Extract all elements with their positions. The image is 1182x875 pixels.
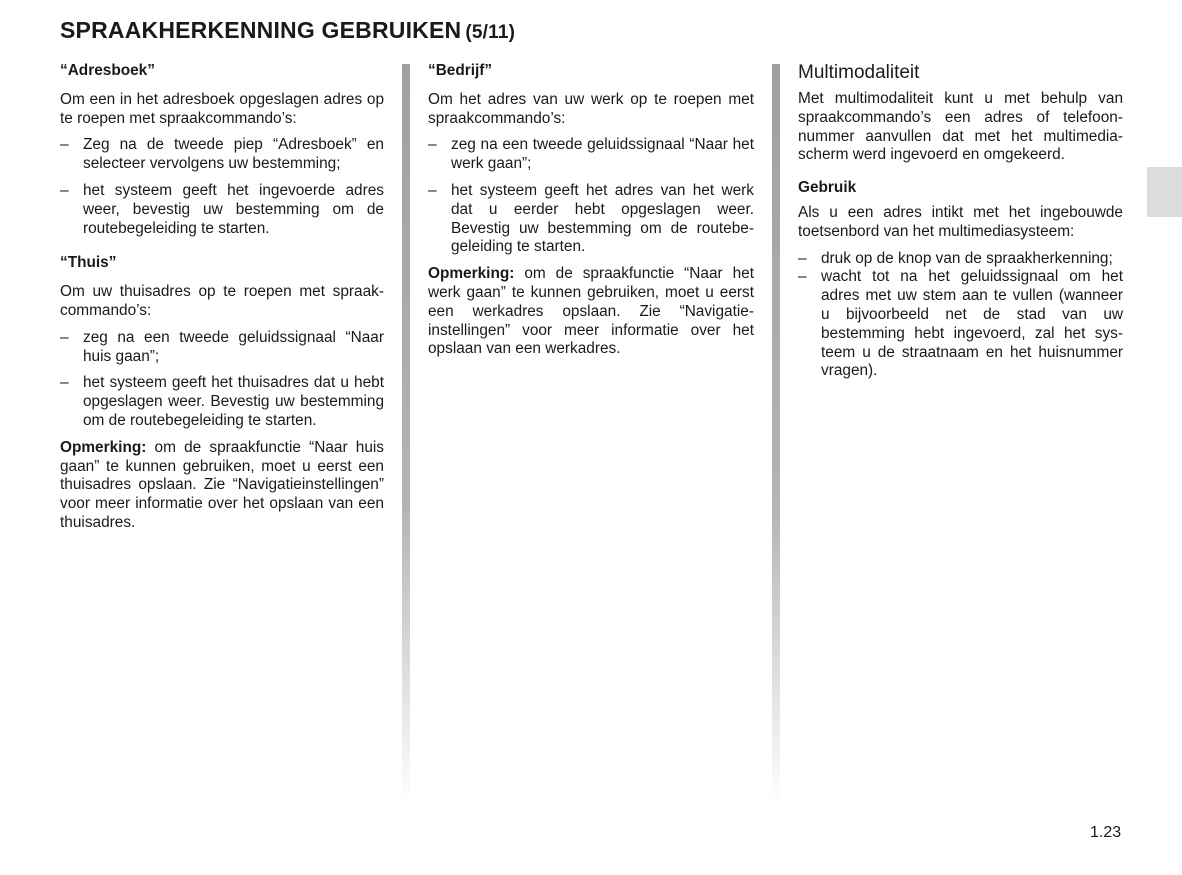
- page-title: [60, 17, 515, 44]
- section-heading-bedrijf: “Bedrijf”: [428, 62, 493, 79]
- list-dash: –: [60, 181, 69, 199]
- list-dash: –: [428, 136, 437, 154]
- list-item: [428, 182, 754, 257]
- list-item-text: het systeem geeft het adres van het werk dat u eerder hebt opgeslagen weer. Bevestig uw bestemming om de routebegeleiding te starten.: [451, 181, 754, 256]
- note-text: om de spraakfunctie “Naar huis gaan” te kunnen gebruiken, moet u eerst een thuisadres opslaan. Zie “Navigatieinstellingen” voor meer informatie over het opslaan van een thuisadres.: [60, 438, 384, 531]
- section-heading-adresboek: “Adresboek”: [60, 62, 155, 79]
- subheading-gebruik: Gebruik: [798, 179, 857, 197]
- list-item-text: zeg na een tweede geluidssignaal “Naar huis gaan”;: [83, 328, 384, 365]
- page-number: 1.23: [1090, 824, 1122, 841]
- chapter-tab: [1147, 167, 1182, 217]
- section-heading-thuis: “Thuis”: [60, 254, 117, 272]
- page-title-text: SPRAAKHERKENNING GEBRUIKEN: [60, 17, 462, 43]
- note-label: Opmerking:: [428, 265, 515, 283]
- list-item: [428, 136, 754, 174]
- column-right: [798, 62, 1123, 389]
- list-item: [798, 250, 1123, 269]
- column-middle: [428, 62, 754, 367]
- section-intro-adresboek: Om een in het adresboek opgeslagen adres op te roepen met spraakcommando’s:: [60, 90, 384, 127]
- list-dash: –: [60, 374, 69, 392]
- list-item: [798, 268, 1123, 381]
- section-intro-thuis: Om uw thuisadres op te roepen met spraakcommando’s:: [60, 283, 384, 319]
- note-text: om de spraakfunctie “Naar het werk gaan” te kunnen gebruiken, moet u eerst een werkadres opslaan. Zie “Navigatieinstellingen” voor meer informatie over het opslaan van een werkadres.: [428, 265, 754, 358]
- note-thuis: [60, 439, 384, 533]
- list-dash: –: [60, 136, 69, 154]
- note-bedrijf: [428, 265, 754, 359]
- column-left: [60, 62, 384, 541]
- list-dash: –: [428, 181, 437, 199]
- section-intro-multimodaliteit: Met multimodaliteit kunt u met behulp van spraakcommando’s een adres of telefoonnummer aanvullen dat met het multimediascherm werd ingevoerd en omgekeerd.: [798, 90, 1123, 164]
- section-intro-gebruik: Als u een adres intikt met het ingebouwde toetsenbord van het multimediasysteem:: [798, 203, 1123, 240]
- list-item-text: het systeem geeft het ingevoerde adres weer, bevestig uw bestemming om de routebegeleiding te starten.: [83, 181, 384, 237]
- list-item: [60, 374, 384, 430]
- column-separator: [402, 64, 410, 804]
- list-item: [60, 182, 384, 238]
- list-dash: –: [798, 249, 807, 267]
- list-item-text: wacht tot na het geluidssignaal om het adres met uw stem aan te vullen (wanneer u bijvoorbeeld net de stad van uw bestemming hebt ingevoerd, zal het systeem u de straatnaam en het huisnummer vragen).: [821, 268, 1123, 380]
- note-label: Opmerking:: [60, 438, 147, 456]
- list-gebruik: [798, 250, 1123, 382]
- list-item-text: Zeg na de tweede piep “Adresboek” en selecteer vervolgens uw bestemming;: [83, 136, 384, 173]
- list-dash: –: [798, 268, 807, 286]
- section-intro-bedrijf: Om het adres van uw werk op te roepen met spraakcommando’s:: [428, 90, 754, 127]
- column-separator: [772, 64, 780, 804]
- list-bedrijf: [428, 136, 754, 257]
- page-title-subtitle: (5/11): [465, 22, 516, 43]
- list-item: [60, 329, 384, 367]
- section-heading-multimodaliteit: Multimodaliteit: [798, 62, 920, 83]
- list-item-text: druk op de knop van de spraakherkenning;: [821, 249, 1113, 267]
- list-item-text: het systeem geeft het thuisadres dat u hebt opgeslagen weer. Bevestig uw bestemming om de routebegeleiding te starten.: [83, 374, 384, 429]
- list-item-text: zeg na een tweede geluidssignaal “Naar het werk gaan”;: [451, 136, 754, 173]
- list-item: [60, 136, 384, 174]
- list-dash: –: [60, 328, 69, 346]
- list-thuis: [60, 329, 384, 431]
- list-adresboek: [60, 136, 384, 238]
